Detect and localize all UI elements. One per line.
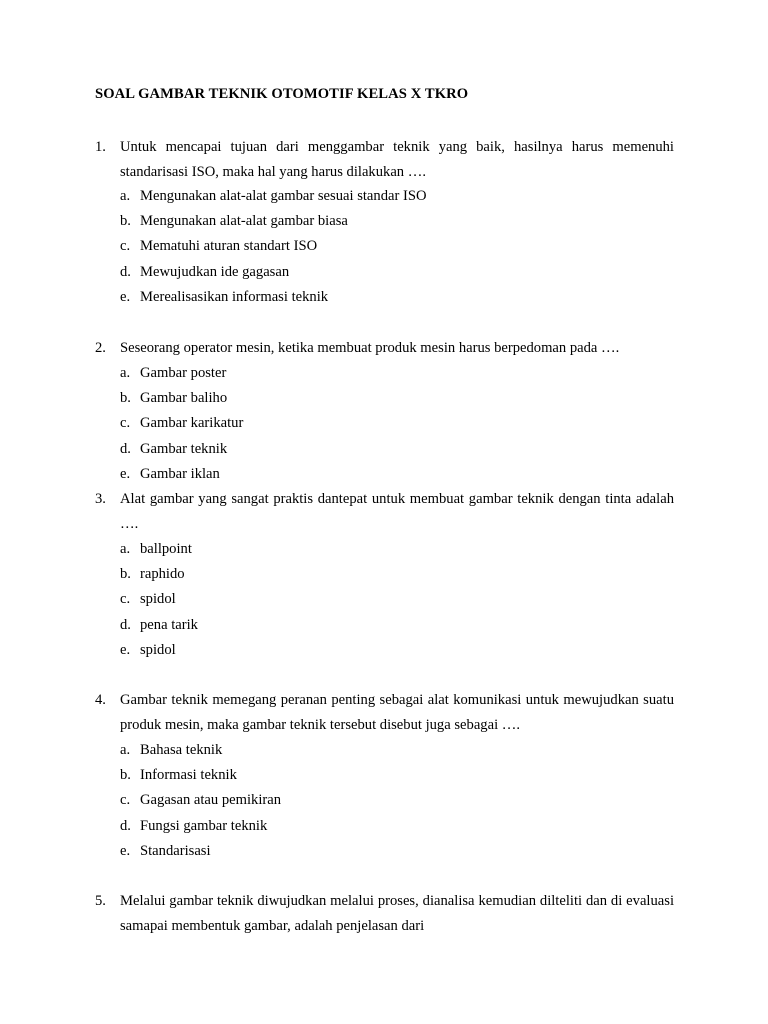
option-letter: b. bbox=[120, 767, 131, 784]
option-letter: a. bbox=[120, 742, 131, 758]
answer-option bbox=[120, 209, 674, 234]
option-text: spidol bbox=[140, 591, 176, 608]
option-text: Mengunakan alat-alat gambar biasa bbox=[140, 213, 348, 230]
option-text: pena tarik bbox=[140, 616, 198, 633]
answer-option bbox=[120, 234, 674, 259]
option-text: Gagasan atau pemikiran bbox=[140, 792, 282, 809]
answer-options bbox=[120, 537, 674, 663]
document-title: SOAL GAMBAR TEKNIK OTOMOTIF KELAS X TKRO bbox=[95, 86, 469, 102]
option-letter: d. bbox=[120, 263, 131, 280]
option-text: Informasi teknik bbox=[140, 767, 237, 784]
option-letter: e. bbox=[120, 465, 131, 482]
option-text: Gambar iklan bbox=[140, 465, 220, 482]
answer-option bbox=[120, 285, 674, 310]
option-letter: a. bbox=[120, 188, 131, 204]
option-letter: b. bbox=[120, 213, 131, 230]
option-text: spidol bbox=[140, 641, 176, 658]
option-text: Bahasa teknik bbox=[140, 742, 223, 758]
answer-option bbox=[120, 613, 674, 638]
option-text: Mematuhi aturan standart ISO bbox=[140, 238, 318, 255]
option-text: Merealisasikan informasi teknik bbox=[140, 288, 329, 305]
question-number: 4. bbox=[95, 692, 106, 708]
question-number: 5. bbox=[95, 893, 106, 909]
question-number: 1. bbox=[95, 139, 106, 155]
answer-option bbox=[120, 638, 674, 663]
option-text: ballpoint bbox=[140, 541, 192, 557]
answer-option bbox=[120, 184, 674, 209]
option-text: Fungsi gambar teknik bbox=[140, 817, 268, 834]
option-letter: e. bbox=[120, 641, 131, 658]
answer-option bbox=[120, 411, 674, 436]
question-text: Gambar teknik memegang peranan penting sebagai alat komunikasi untuk mewujudkan suatu produk mesin, maka gambar teknik tersebut disebut juga sebagai …. bbox=[120, 692, 674, 733]
option-letter: a. bbox=[120, 365, 131, 381]
answer-options bbox=[120, 738, 674, 864]
question-text: Seseorang operator mesin, ketika membuat produk mesin harus berpedoman pada …. bbox=[120, 340, 620, 356]
answer-options bbox=[120, 184, 674, 310]
option-text: raphido bbox=[140, 566, 185, 583]
answer-option bbox=[120, 587, 674, 612]
option-letter: d. bbox=[120, 817, 131, 834]
answer-option bbox=[120, 839, 674, 864]
option-letter: c. bbox=[120, 238, 131, 255]
option-letter: b. bbox=[120, 390, 131, 407]
answer-option bbox=[120, 562, 674, 587]
answer-options bbox=[120, 361, 674, 487]
option-text: Gambar baliho bbox=[140, 390, 228, 407]
answer-option bbox=[120, 437, 674, 462]
option-text: Mengunakan alat-alat gambar sesuai standar ISO bbox=[140, 188, 427, 204]
answer-option bbox=[120, 462, 674, 487]
option-letter: e. bbox=[120, 288, 131, 305]
option-letter: a. bbox=[120, 541, 131, 557]
option-letter: c. bbox=[120, 792, 131, 809]
option-text: Mewujudkan ide gagasan bbox=[140, 263, 290, 280]
question-number: 2. bbox=[95, 340, 106, 356]
option-letter: e. bbox=[120, 842, 131, 859]
question-text: Alat gambar yang sangat praktis dantepat untuk membuat gambar teknik dengan tinta adalah …. bbox=[120, 491, 674, 532]
option-text: Standarisasi bbox=[140, 842, 211, 859]
option-letter: b. bbox=[120, 566, 131, 583]
option-letter: c. bbox=[120, 591, 131, 608]
option-letter: d. bbox=[120, 440, 131, 457]
option-text: Gambar karikatur bbox=[140, 415, 244, 432]
answer-option bbox=[120, 260, 674, 285]
option-text: Gambar teknik bbox=[140, 440, 228, 457]
option-text: Gambar poster bbox=[140, 365, 227, 381]
answer-option bbox=[120, 386, 674, 411]
answer-option bbox=[120, 361, 674, 386]
question-number: 3. bbox=[95, 491, 106, 507]
answer-option bbox=[120, 814, 674, 839]
answer-option bbox=[120, 738, 674, 763]
question-text: Melalui gambar teknik diwujudkan melalui proses, dianalisa kemudian dilteliti dan di evaluasi samapai membentuk gambar, adalah penjelasan dari bbox=[120, 893, 674, 934]
option-letter: d. bbox=[120, 616, 131, 633]
answer-option bbox=[120, 537, 674, 562]
question-text: Untuk mencapai tujuan dari menggambar teknik yang baik, hasilnya harus memenuhi standarisasi ISO, maka hal yang harus dilakukan …. bbox=[120, 139, 674, 180]
answer-option bbox=[120, 788, 674, 813]
option-letter: c. bbox=[120, 415, 131, 432]
answer-option bbox=[120, 763, 674, 788]
